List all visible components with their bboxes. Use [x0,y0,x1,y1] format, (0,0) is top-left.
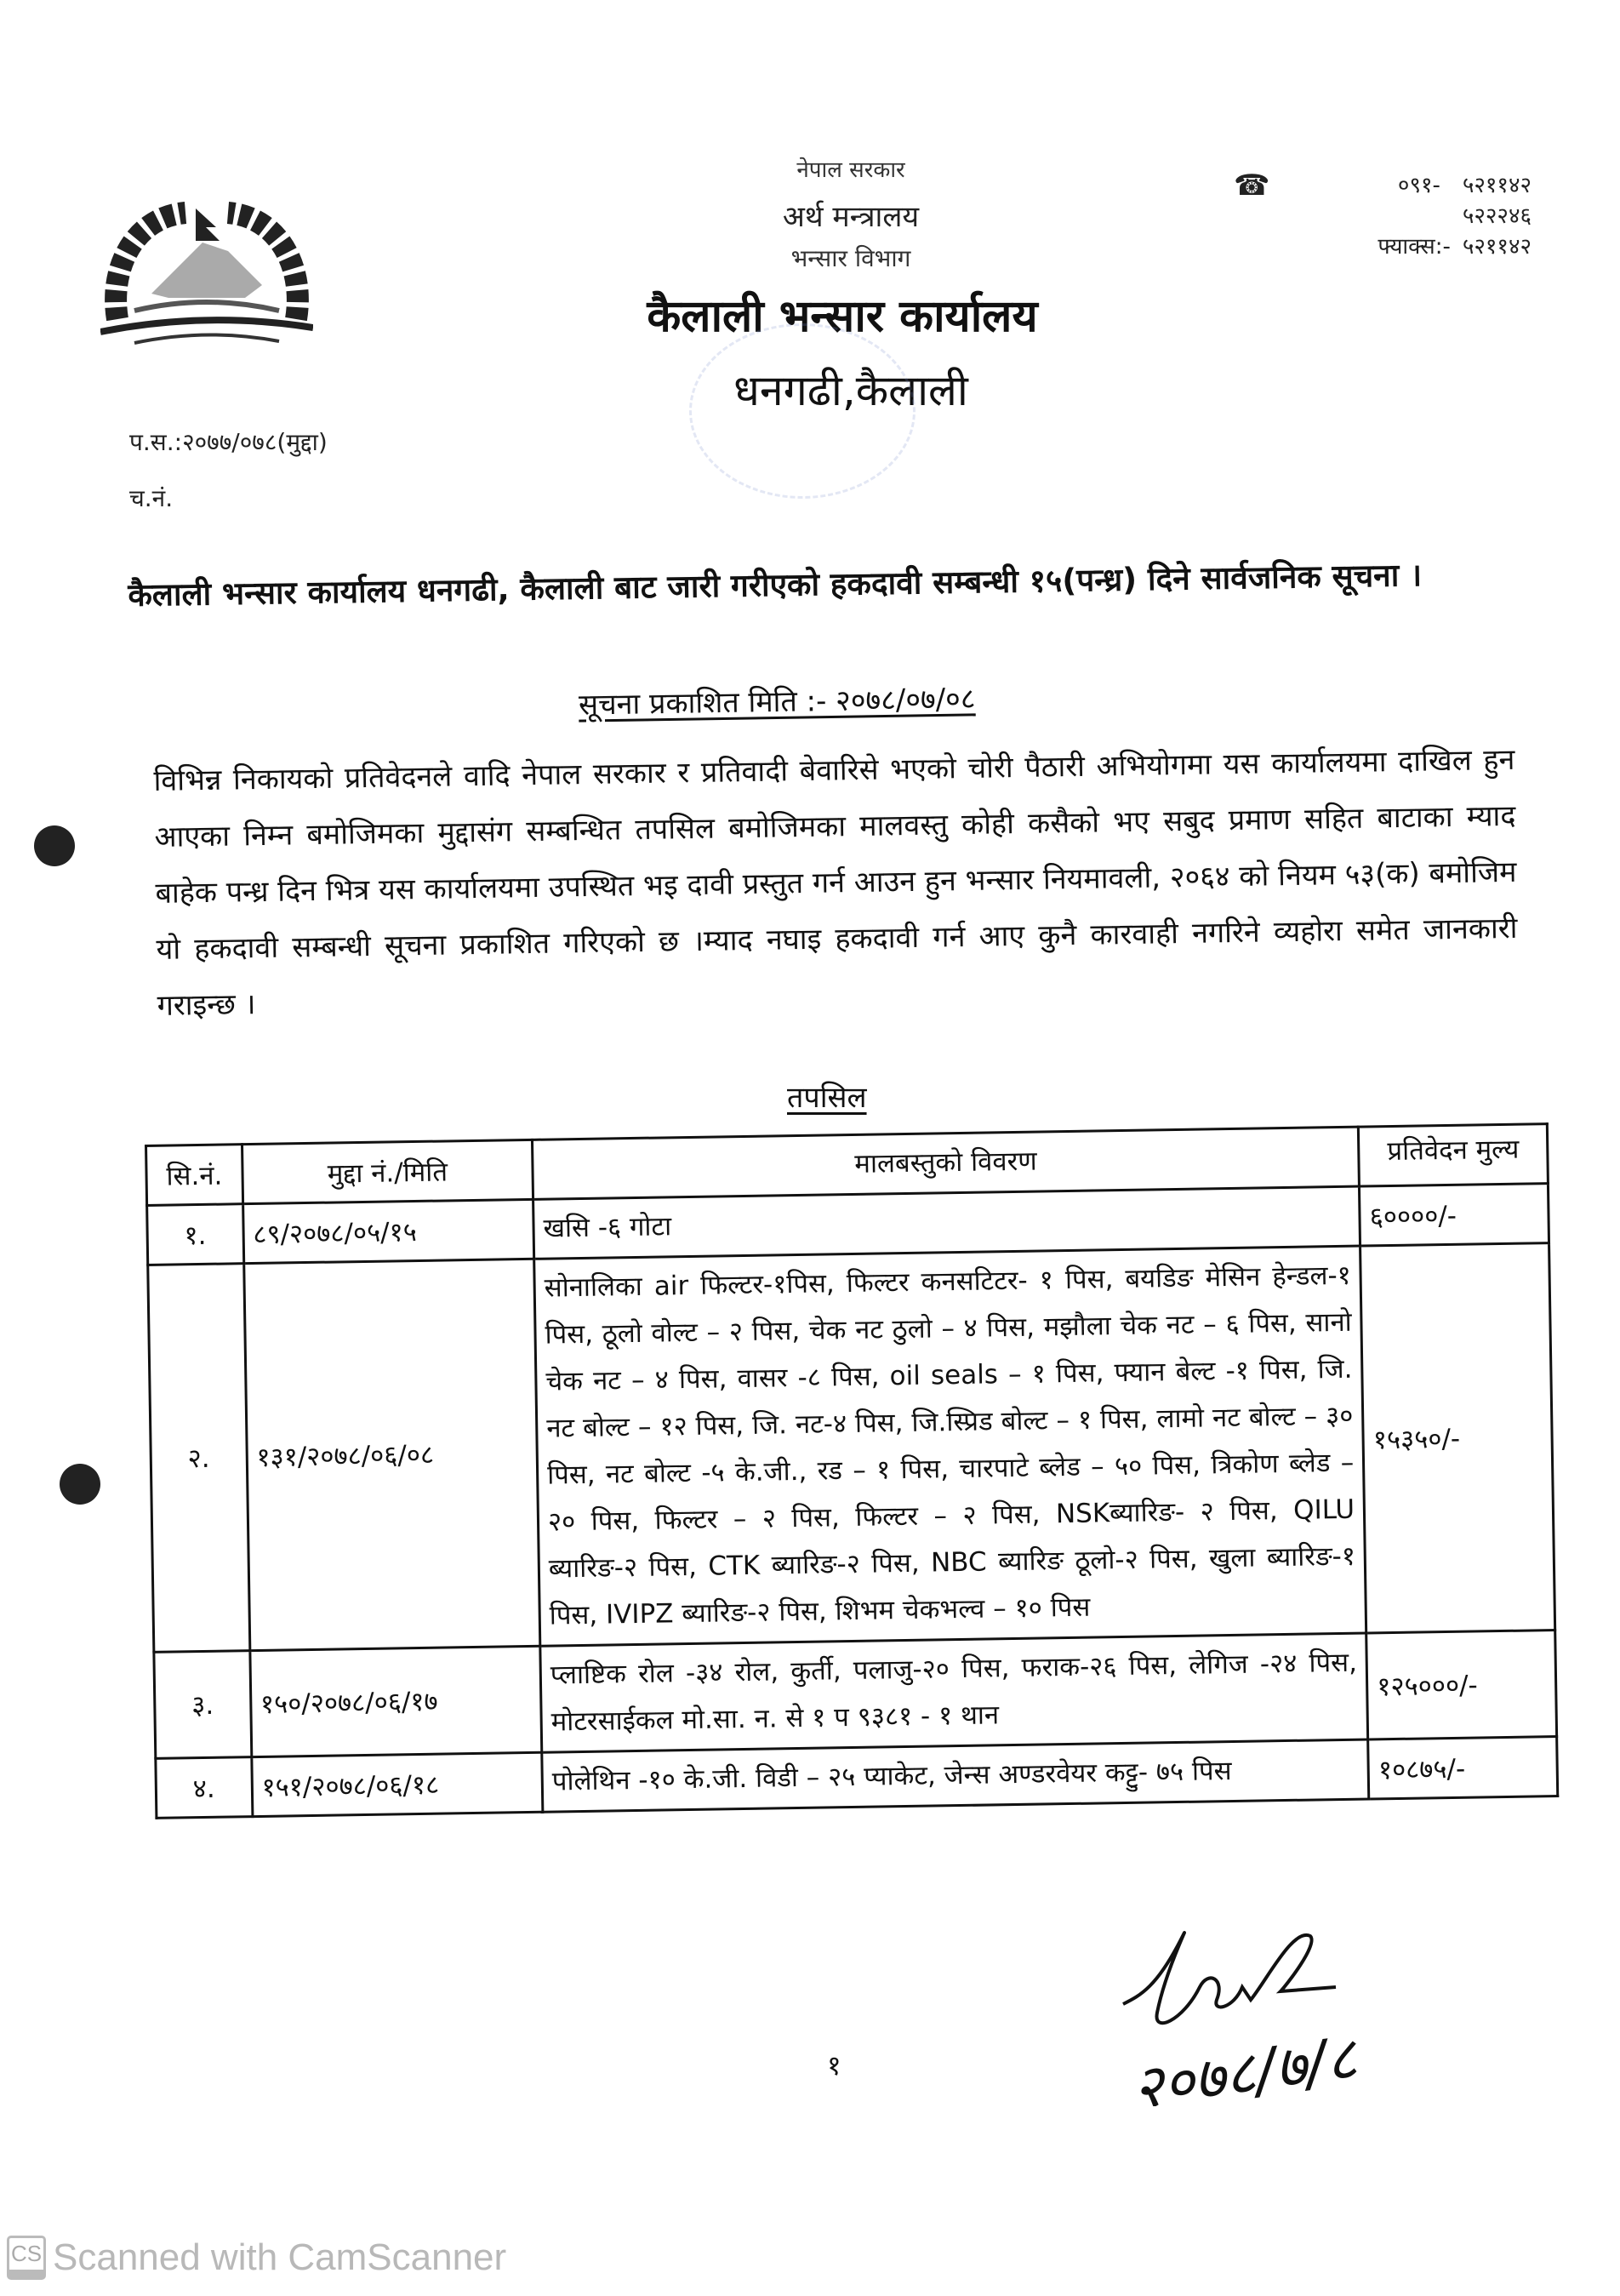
phone-number-1: ५२११४२ [1462,173,1532,198]
published-date: सूचना प्रकाशित मिति :- २०७८/०७/०८ [578,682,976,722]
camscanner-watermark [7,2236,506,2280]
row-value: १०८७५/- [1368,1737,1558,1799]
row-serial: २. [148,1264,250,1653]
row-description: खसि -६ गोटा [533,1186,1360,1259]
goods-table [145,1122,1559,1819]
contact-block [1225,168,1532,260]
notice-title: कैलाली भन्सार कार्यालय धनगढी, कैलाली बाट जारी गरीएको हकदावी सम्बन्धी १५(पन्ध्र) दिने सार्वजनिक सूचना । [128,557,1423,614]
header-goods-description: मालबस्तुको विवरण [532,1127,1359,1199]
row-serial: ३. [154,1651,252,1759]
table-caption: तपसिल [787,1081,867,1115]
signature [1106,1919,1446,2106]
reference-block [129,426,328,538]
header-report-value: प्रतिवेदन मुल्य [1359,1124,1549,1186]
row-case-number: ८९/२०७८/०५/१५ [242,1199,533,1263]
row-description: प्लाष्टिक रोल -३४ रोल, कुर्ती, पलाजु-२० पिस, फराक-२६ पिस, लेगिज -२४ पिस, मोटरसाईकल मो.सा. न. से १ प ९३८१ - १ थान [540,1633,1368,1752]
department-name: भन्सार विभाग [790,244,911,272]
row-serial: १. [147,1204,244,1265]
row-description: पोलेथिन -१० के.जी. विडी – २५ प्याकेट, जेन्स अण्डरवेयर कट्टु- ७५ पिस [542,1739,1369,1812]
camscanner-logo-icon: CS [7,2236,46,2280]
nepal-government-emblem [100,191,313,353]
office-stamp [689,323,916,499]
government-name: नेपाल सरकार [796,157,905,183]
fax-number: ५२११४२ [1462,234,1532,260]
header-case-number: मुद्दा नं./मिति [242,1139,533,1203]
ministry-name: अर्थ मन्त्रालय [782,200,920,234]
row-case-number: १५०/२०७८/०६/१७ [249,1646,541,1756]
fax-label: फ्याक्स:- [1378,234,1451,260]
watermark-text: Scanned with CamScanner [53,2236,507,2278]
phone-prefix: ०९१- [1397,173,1440,198]
punch-hole [60,1464,100,1505]
row-serial: ४. [156,1757,253,1819]
dispatch-number: च.नं. [129,484,174,512]
notice-body: विभिन्न निकायको प्रतिवेदनले वादि नेपाल सरकार र प्रतिवादी बेवारिसे भएको चोरी पैठारी अभियोगमा यस कार्यालयमा दाखिल हुन आएका निम्न बमोजिमका मुद्दासंग सम्बन्धित तपसिल बमोजिमका मालवस्तु कोही कसैको भए सबुद प्रमाण सहित बाटाका म्याद बाहेक पन्ध्र दिन भित्र यस कार्यालयमा उपस्थित भइ दावी प्रस्तुत गर्न आउन हुन भन्सार नियमावली, २०६४ को नियम ५३(क) बमोजिम यो हकदावी सम्बन्धी सूचना प्रकाशित गरिएको छ ।म्याद नघाइ हकदावी गर्न आए कुनै कारवाही नगरिने व्यहोरा समेत जानकारी गराइन्छ । [153,742,1518,1023]
reference-number: प.स.:२०७७/०७८(मुद्दा) [129,428,328,456]
row-value: १५३५०/- [1360,1243,1555,1633]
row-value: १२५०००/- [1366,1631,1557,1739]
row-value: ६००००/- [1360,1184,1549,1246]
phone-icon: ☎ [1234,168,1270,203]
page-number: १ [827,2049,841,2082]
office-name: कैलाली भन्सार कार्यालय [647,291,1038,342]
row-case-number: १३१/२०७८/०६/०८ [243,1259,539,1650]
signature-date: २०७८/७/८ [1127,2023,1361,2106]
row-description: सोनालिका air फिल्टर-१पिस, फिल्टर कनसटिटर- १ पिस, बयडिङ मेसिन हेन्डल-१ पिस, ठूलो वोल्ट – २ पिस, चेक नट ठुलो – ४ पिस, मझौला चेक नट – ६ पिस, सानो चेक नट – ४ पिस, वासर -८ पिस, oil seals – १ पिस, फ्यान बेल्ट -१ पिस, जि. नट बोल्ट – १२ पिस, जि. नट-४ पिस, जि.स्प्रिड बोल्ट – १ पिस, लामो नट बोल्ट – ३० पिस, नट बोल्ट -५ के.जी., रड – १ पिस, चारपाटे ब्लेड – ५० पिस, त्रिकोण ब्लेड – २० पिस, फिल्टर – २ पिस, फिल्टर – २ पिस, NSKब्यारिङ- २ पिस, QILU ब्यारिङ-२ पिस, CTK ब्यारिङ-२ पिस, NBC ब्यारिङ ठूलो-२ पिस, खुला ब्यारिङ-१ पिस, IVIPZ ब्यारिङ-२ पिस, शिभम चेकभल्व – १० पिस [534,1246,1366,1646]
header-serial: सि.नं. [146,1145,243,1206]
phone-number-2: ५२२२४६ [1462,203,1532,229]
office-location: धनगढी,कैलाली [733,366,968,415]
row-case-number: १५१/२०७८/०६/१८ [251,1752,542,1816]
punch-hole [34,825,75,866]
table-row [148,1243,1555,1653]
